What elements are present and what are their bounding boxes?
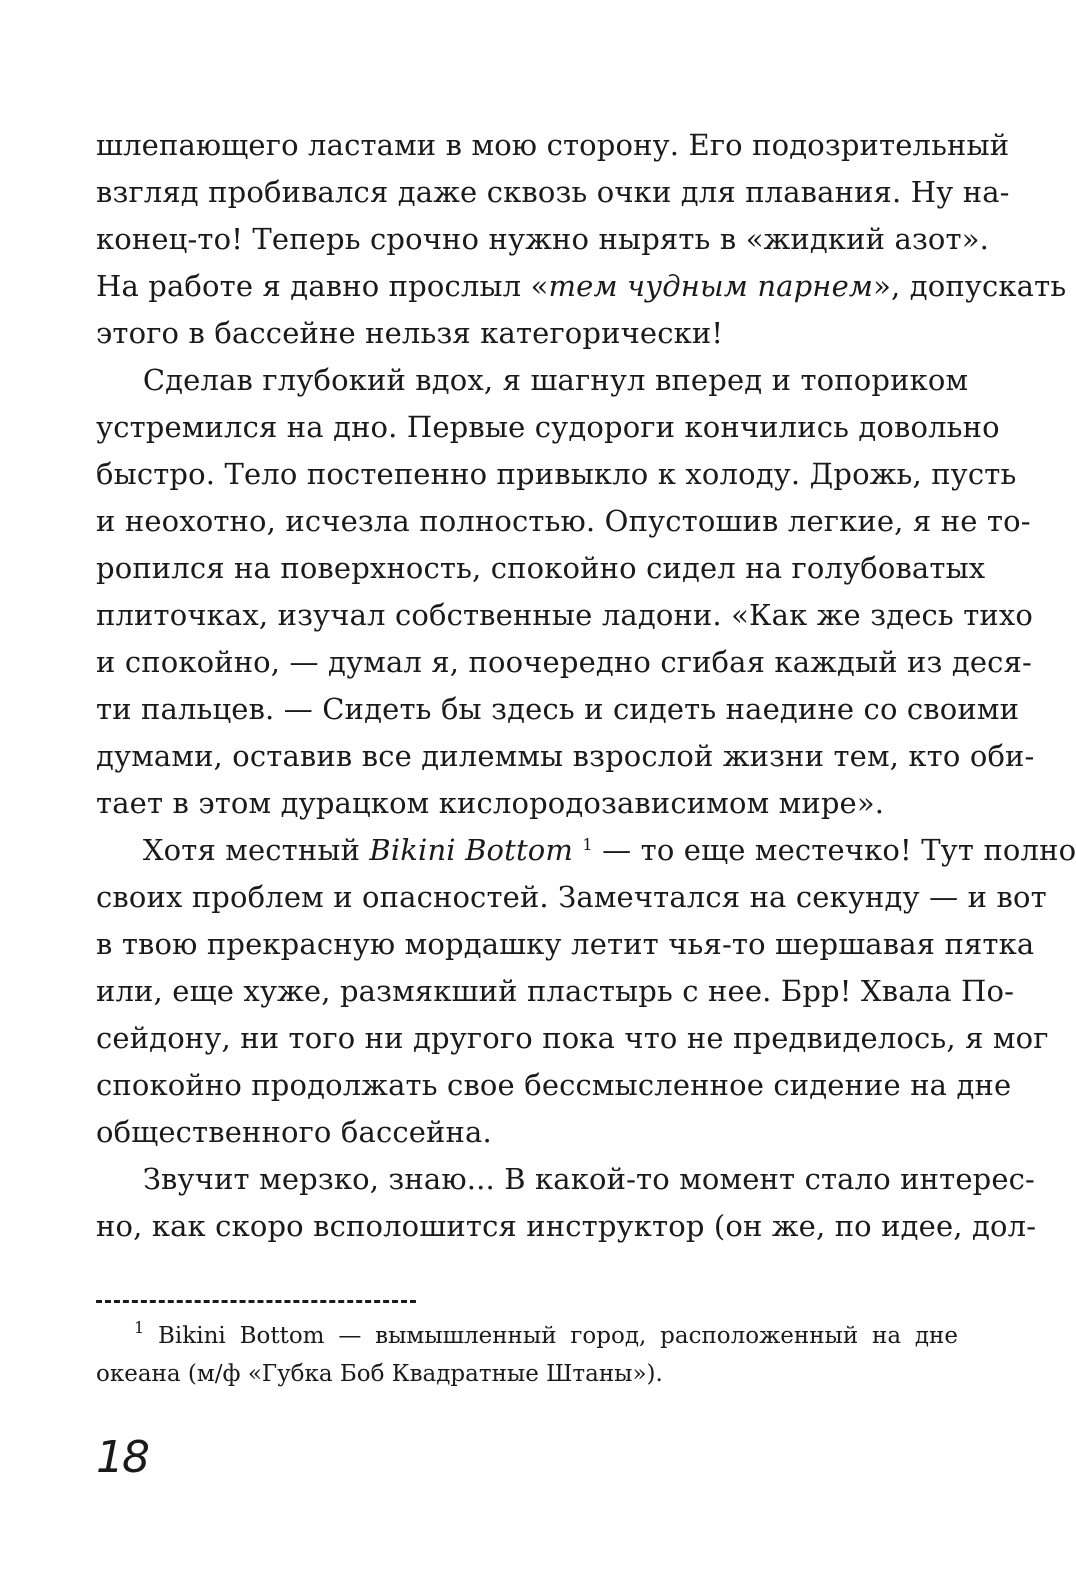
italic-phrase: Bikini Bottom: [369, 833, 574, 867]
text-line: шлепающего ластами в мою сторону. Его подозрительный: [96, 128, 1010, 162]
text-line: [96, 263, 1067, 310]
text-line: и неохотно, исчезла полностью. Опустошив легкие, я не то-: [96, 504, 1031, 538]
text-line: Сделав глубокий вдох, я шагнул вперед и топориком: [96, 363, 969, 397]
footnote-marker: 1: [134, 1318, 145, 1337]
text-line: конец-то! Теперь срочно нужно нырять в «жидкий азот».: [96, 222, 989, 256]
text-line: своих проблем и опасностей. Замечтался на секунду — и вот: [96, 880, 1047, 914]
footnote-text: Bikini Bottom — вымышленный город, расположенный на дне: [158, 1323, 958, 1349]
text-fragment: На работе я давно прослыл «: [96, 269, 549, 303]
text-line: но, как скоро всполошится инструктор (он же, по идее, дол-: [96, 1209, 1037, 1243]
text-line: быстро. Тело постепенно привыкло к холоду. Дрожь, пусть: [96, 457, 1017, 491]
text-line: думами, оставив все дилеммы взрослой жизни тем, кто оби-: [96, 739, 1035, 773]
page-number: 18: [96, 1432, 148, 1483]
footnote-ref: 1: [582, 835, 593, 854]
text-line: или, еще хуже, размякший пластырь с нее. Брр! Хвала По-: [96, 974, 1015, 1008]
footnote-divider: [96, 1300, 416, 1303]
text-line: ти пальцев. — Сидеть бы здесь и сидеть наедине со своими: [96, 692, 1020, 726]
italic-phrase: тем чудным парнем: [548, 269, 874, 303]
text-line: этого в бассейне нельзя категорически!: [96, 316, 724, 350]
text-fragment: », допускать: [873, 269, 1067, 303]
text-line: устремился на дно. Первые судороги кончились довольно: [96, 410, 1000, 444]
text-line: сейдону, ни того ни другого пока что не предвиделось, я мог: [96, 1021, 1049, 1055]
text-line: спокойно продолжать свое бессмысленное сидение на дне: [96, 1068, 1012, 1102]
text-line: взгляд пробивался даже сквозь очки для плавания. Ну на-: [96, 175, 1010, 209]
text-fragment: — то еще местечко! Тут полно: [592, 833, 1076, 867]
text-line: и спокойно, — думал я, поочередно сгибая каждый из деся-: [96, 645, 1032, 679]
text-line: плиточках, изучал собственные ладони. «Как же здесь тихо: [96, 598, 1033, 632]
text-line: тает в этом дурацком кислородозависимом мире».: [96, 786, 885, 820]
text-line: в твою прекрасную мордашку летит чья-то шершавая пятка: [96, 927, 1035, 961]
footnote: [96, 1317, 958, 1393]
text-line: [96, 827, 1076, 874]
page-body: [96, 122, 1076, 1250]
text-line: Звучит мерзко, знаю... В какой-то момент стало интерес-: [96, 1162, 1035, 1196]
text-fragment: Хотя местный: [96, 833, 370, 867]
text-line: ропился на поверхность, спокойно сидел на голубоватых: [96, 551, 986, 585]
footnote-line: океана (м/ф «Губка Боб Квадратные Штаны»).: [96, 1361, 663, 1387]
text-line: общественного бассейна.: [96, 1115, 492, 1149]
footnote-line: [96, 1317, 958, 1355]
